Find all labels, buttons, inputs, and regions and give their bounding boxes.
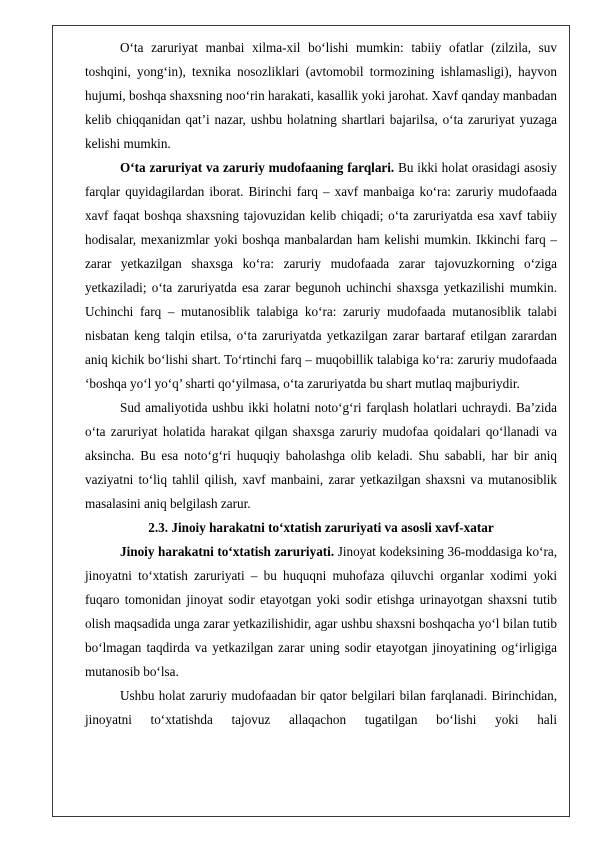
paragraph-text: Ushbu holat zaruriy mudofaadan bir qator belgilari bilan farqlanadi. Birinchidan, jinoyatni to‘xtatishda tajovuz allaqachon tugatilgan bo‘lishi yoki hali	[85, 688, 557, 727]
paragraph-lead: Jinoiy harakatni to‘xtatish zaruriyati.	[120, 544, 335, 559]
paragraph-text: Jinoyat kodeksining 36-moddasiga ko‘ra, jinoyatni to‘xtatish zaruriyati – bu huquqni muhofaza qiluvchi organlar xodimi yoki fuqaro tomonidan jinoyat sodir etayotgan yoki sodir etishga urinayotgan shaxsni tutib olish maqsadida unga zarar yetkazilishidir, agar ushbu shaxsni boshqacha yo‘l bilan tutib bo‘lmagan taqdirda va yetkazilgan zarar uning sodir etayotgan jinoyatining og‘irligiga mutanosib bo‘lsa.	[85, 544, 557, 679]
paragraph-differences	[85, 156, 557, 396]
paragraph-court-practice	[85, 396, 557, 516]
paragraph-sources	[85, 36, 557, 156]
paragraph-text: Sud amaliyotida ushbu ikki holatni noto‘g‘ri farqlash holatlari uchraydi. Ba’zida o‘ta zaruriyat holatida harakat qilgan shaxsga zaruriy mudofaa qoidalari qo‘llanadi va aksincha. Bu esa noto‘g‘ri huquqiy baholashga olib keladi. Shu sababli, har bir aniq vaziyatni to‘liq tahlil qilish, xavf manbaini, zarar yetkazilgan shaxsni va mutanosiblik masalasini aniq belgilash zarur.	[85, 400, 557, 511]
paragraph-stopping-crime	[85, 540, 557, 684]
paragraph-distinction	[85, 684, 557, 732]
paragraph-lead: O‘ta zaruriyat va zaruriy mudofaaning farqlari.	[120, 160, 395, 175]
section-heading: 2.3. Jinoiy harakatni to‘xtatish zaruriyati va asosli xavf-xatar	[148, 520, 494, 535]
paragraph-text: O‘ta zaruriyat manbai xilma-xil bo‘lishi mumkin: tabiiy ofatlar (zilzila, suv toshqini, yong‘in), texnika nosozliklari (avtomobil tormozining ishlamasligi), hayvon hujumi, boshqa shaxsning noo‘rin harakati, kasallik yoki jarohat. Xavf qanday manbadan kelib chiqqanidan qat’i nazar, ushbu holatning shartlari bajarilsa, o‘ta zaruriyat yuzaga kelishi mumkin.	[85, 40, 557, 151]
document-body	[85, 36, 557, 732]
paragraph-text: Bu ikki holat orasidagi asosiy farqlar quyidagilardan iborat. Birinchi farq – xavf manbaiga ko‘ra: zaruriy mudofaada xavf faqat boshqa shaxsning tajovuzidan kelib chiqadi; o‘ta zaruriyatda esa xavf tabiiy hodisalar, mexanizmlar yoki boshqa manbalardan ham kelishi mumkin. Ikkinchi farq – zarar yetkazilgan shaxsga ko‘ra: zaruriy mudofaada zarar tajovuzkorning o‘ziga yetkaziladi; o‘ta zaruriyatda esa zarar begunoh uchinchi shaxsga yetkazilishi mumkin. Uchinchi farq – mutanosiblik talabiga ko‘ra: zaruriy mudofaada mutanosiblik talabi nisbatan keng talqin etilsa, o‘ta zaruriyatda yetkazilgan zarar bartaraf etilgan zarardan aniq kichik bo‘lishi shart. To‘rtinchi farq – muqobillik talabiga ko‘ra: zaruriy mudofaada ‘boshqa yo‘l yo‘q’ sharti qo‘yilmasa, o‘ta zaruriyatda bu shart mutlaq majburiydir.	[85, 160, 557, 391]
